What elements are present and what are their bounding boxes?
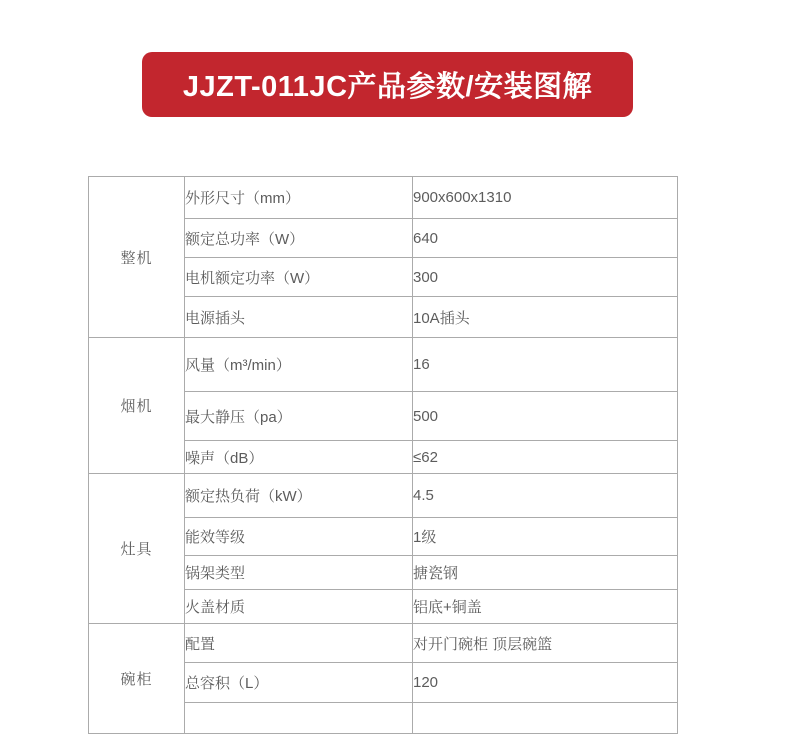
- spec-label: 电源插头: [185, 297, 413, 338]
- table-row: [89, 624, 678, 663]
- spec-value: 300: [413, 258, 678, 297]
- table-row: [89, 338, 678, 392]
- spec-value: 900x600x1310: [413, 177, 678, 219]
- spec-label: 总容积（L）: [185, 663, 413, 703]
- category-cell-hood: 烟机: [89, 338, 185, 474]
- spec-value: 搪瓷钢: [413, 556, 678, 590]
- spec-value: 120: [413, 663, 678, 703]
- spec-value: 10A插头: [413, 297, 678, 338]
- spec-value: 16: [413, 338, 678, 392]
- title-banner: [142, 52, 633, 117]
- spec-value: 4.5: [413, 474, 678, 518]
- spec-label: 火盖材质: [185, 590, 413, 624]
- spec-label: 锅架类型: [185, 556, 413, 590]
- spec-value: 500: [413, 392, 678, 441]
- spec-label: 配置: [185, 624, 413, 663]
- spec-value: 640: [413, 219, 678, 258]
- spec-label: 电机额定功率（W）: [185, 258, 413, 297]
- category-cell-cupboard: 碗柜: [89, 624, 185, 734]
- spec-label: 风量（m³/min）: [185, 338, 413, 392]
- spec-label: 能效等级: [185, 518, 413, 556]
- spec-value: 1级: [413, 518, 678, 556]
- category-cell-stove: 灶具: [89, 474, 185, 624]
- spec-label: 额定热负荷（kW）: [185, 474, 413, 518]
- spec-value: 对开门碗柜 顶层碗篮: [413, 624, 678, 663]
- page-title: JJZT-011JC产品参数/安装图解: [182, 71, 593, 103]
- spec-label: 额定总功率（W）: [185, 219, 413, 258]
- spec-value: [413, 703, 678, 734]
- spec-label: 外形尺寸（mm）: [185, 177, 413, 219]
- table-row: [89, 177, 678, 219]
- table-row: [89, 474, 678, 518]
- spec-table: [88, 176, 678, 734]
- spec-value: ≤62: [413, 441, 678, 474]
- spec-label: [185, 703, 413, 734]
- spec-label: 噪声（dB）: [185, 441, 413, 474]
- spec-label: 最大静压（pa）: [185, 392, 413, 441]
- spec-value: 铝底+铜盖: [413, 590, 678, 624]
- category-cell-whole-unit: 整机: [89, 177, 185, 338]
